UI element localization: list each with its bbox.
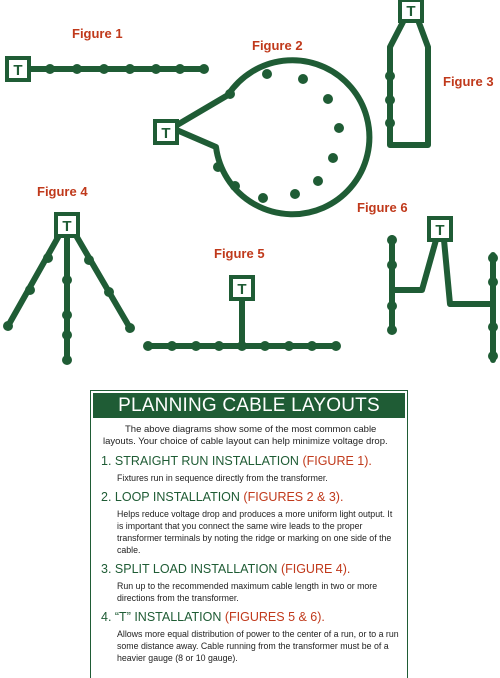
transformer-label: T <box>161 125 171 142</box>
panel-title: PLANNING CABLE LAYOUTS <box>93 393 405 418</box>
figure-1-label: Figure 1 <box>72 26 123 41</box>
figure-2-loop <box>172 60 369 214</box>
transformer-box <box>231 277 253 299</box>
item-title: 1. STRAIGHT RUN INSTALLATION <box>101 454 299 468</box>
figure-3-vertical-loop <box>390 20 428 145</box>
item-description: Fixtures run in sequence directly from the transformer. <box>117 473 328 483</box>
transformer-label: T <box>62 218 72 235</box>
transformer-box <box>429 218 451 240</box>
item-title: 3. SPLIT LOAD INSTALLATION <box>101 562 278 576</box>
item-figure-ref: (FIGURES 2 & 3). <box>243 490 344 504</box>
layout-item-split-load <box>101 562 399 604</box>
item-title: 4. “T” INSTALLATION <box>101 610 222 624</box>
transformer-label: T <box>435 222 445 239</box>
item-heading <box>101 610 399 625</box>
figure-3-label: Figure 3 <box>443 74 494 89</box>
transformer-box <box>56 214 78 236</box>
item-figure-ref: (FIGURE 1). <box>302 454 372 468</box>
item-heading <box>101 454 399 469</box>
item-figure-ref: (FIGURES 5 & 6). <box>224 610 325 624</box>
panel-intro: The above diagrams show some of the most common cable layouts. Your choice of cable layout can help minimize voltage drop. <box>103 424 388 447</box>
figure-2-label: Figure 2 <box>252 38 303 53</box>
planning-panel <box>90 390 408 678</box>
transformer-label: T <box>406 3 416 20</box>
item-description: Run up to the recommended maximum cable length in two or more directions from the transformer. <box>117 581 378 603</box>
transformer-label: T <box>237 281 247 298</box>
figure-4-label: Figure 4 <box>37 184 88 199</box>
figure-5-label: Figure 5 <box>214 246 265 261</box>
layout-item-loop <box>101 490 399 556</box>
transformer-box <box>155 121 177 143</box>
item-description: Allows more equal distribution of power to the center of a run, or to a run some distance away. Cable running from the transformer must be of a heavier gauge (8 or 10 gauge). <box>117 629 399 663</box>
transformer-box <box>400 0 422 21</box>
figure-6-label: Figure 6 <box>357 200 408 215</box>
transformer-label: T <box>13 62 23 79</box>
layout-item-t-installation <box>101 610 399 664</box>
figure-6-t-branches <box>392 238 493 360</box>
item-title: 2. LOOP INSTALLATION <box>101 490 240 504</box>
item-heading <box>101 490 399 505</box>
transformer-box <box>7 58 29 80</box>
layout-item-straight-run <box>101 454 399 484</box>
figure-5-t-run <box>148 296 336 346</box>
item-description: Helps reduce voltage drop and produces a more uniform light output. It is important that you connect the same wire leads to the proper transformer terminals by noting the ridge or marking on one side of the cable. <box>117 509 393 555</box>
item-heading <box>101 562 399 577</box>
item-figure-ref: (FIGURE 4). <box>280 562 351 576</box>
